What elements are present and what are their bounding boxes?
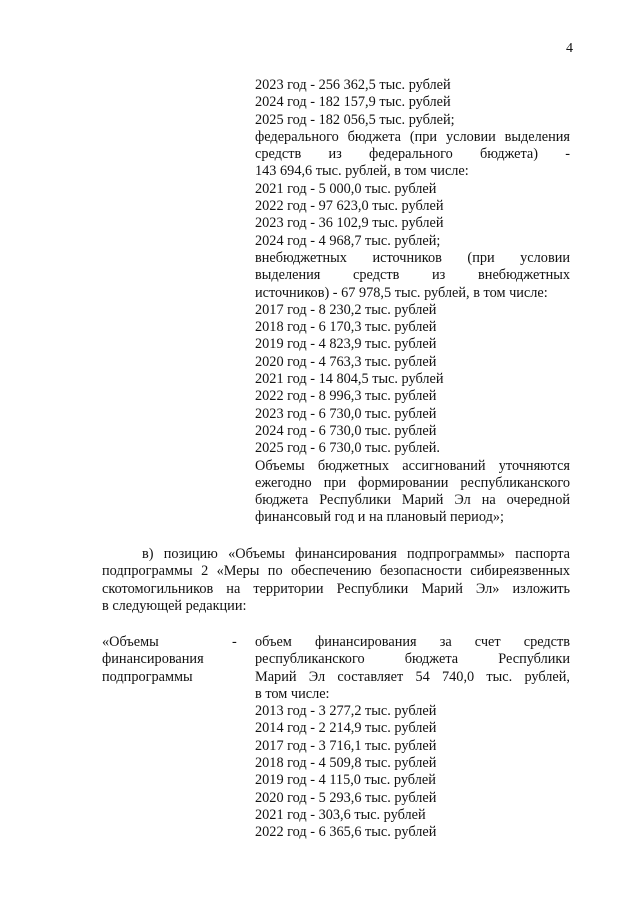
- funding-sources-block: [255, 77, 570, 527]
- funding-line: 2018 год - 6 170,3 тыс. рублей: [255, 319, 437, 336]
- funding-line: 2022 год - 97 623,0 тыс. рублей: [255, 198, 444, 215]
- funding-line: бюджета Республики Марий Эл на очередной: [255, 492, 570, 509]
- funding-line: выделения средств из внебюджетных: [255, 267, 570, 284]
- paragraph-line: подпрограммы 2 «Меры по обеспечению безопасности сибиреязвенных: [102, 563, 570, 580]
- funding-line: федерального бюджета (при условии выделения: [255, 128, 570, 145]
- funding-line: источников) - 67 978,5 тыс. рублей, в том числе:: [255, 284, 548, 301]
- funding-line: средств из федерального бюджета) -: [255, 146, 570, 163]
- funding-line: Объемы бюджетных ассигнований уточняются: [255, 457, 570, 474]
- funding-line: 2025 год - 6 730,0 тыс. рублей.: [255, 440, 440, 457]
- parameter-label-line: финансирования: [102, 651, 204, 668]
- parameter-value-line: 2018 год - 4 509,8 тыс. рублей: [255, 755, 437, 772]
- parameter-value: [255, 634, 570, 842]
- funding-line: 2023 год - 256 362,5 тыс. рублей: [255, 77, 451, 93]
- funding-line: внебюджетных источников (при условии: [255, 249, 570, 266]
- parameter-value-line: Марий Эл составляет 54 740,0 тыс. рублей,: [255, 668, 570, 685]
- funding-line: 2020 год - 4 763,3 тыс. рублей: [255, 353, 437, 370]
- funding-line: 2019 год - 4 823,9 тыс. рублей: [255, 336, 437, 353]
- funding-line: 2023 год - 6 730,0 тыс. рублей: [255, 405, 437, 422]
- funding-line: 2021 год - 14 804,5 тыс. рублей: [255, 371, 444, 388]
- funding-line: 2022 год - 8 996,3 тыс. рублей: [255, 388, 437, 405]
- funding-line: 2021 год - 5 000,0 тыс. рублей: [255, 180, 437, 197]
- funding-line: ежегодно при формировании республиканского: [255, 474, 570, 491]
- funding-line: 2025 год - 182 056,5 тыс. рублей;: [255, 111, 455, 128]
- parameter-label-line: «Объемы: [102, 634, 159, 650]
- funding-line: 2023 год - 36 102,9 тыс. рублей: [255, 215, 444, 232]
- funding-line: 2024 год - 182 157,9 тыс. рублей: [255, 94, 451, 111]
- parameter-label: [102, 634, 228, 686]
- funding-line: 2024 год - 4 968,7 тыс. рублей;: [255, 232, 441, 249]
- paragraph-line: в) позицию «Объемы финансирования подпрограммы» паспорта: [142, 546, 570, 562]
- parameter-value-line: объем финансирования за счет средств: [255, 634, 570, 650]
- funding-line: 2017 год - 8 230,2 тыс. рублей: [255, 301, 437, 318]
- parameter-value-line: в том числе:: [255, 685, 330, 702]
- parameter-dash: -: [232, 634, 237, 650]
- parameter-value-line: 2022 год - 6 365,6 тыс. рублей: [255, 824, 437, 841]
- page-number: 4: [566, 41, 573, 56]
- parameter-label-line: подпрограммы: [102, 668, 193, 685]
- parameter-value-line: 2013 год - 3 277,2 тыс. рублей: [255, 703, 437, 720]
- amendment-paragraph: [102, 546, 570, 615]
- parameter-value-line: 2014 год - 2 214,9 тыс. рублей: [255, 720, 437, 737]
- paragraph-line: скотомогильников на территории Республики Марий Эл» изложить: [102, 580, 570, 597]
- parameter-value-line: республиканского бюджета Республики: [255, 651, 570, 668]
- parameter-value-line: 2021 год - 303,6 тыс. рублей: [255, 806, 426, 823]
- parameter-value-line: 2017 год - 3 716,1 тыс. рублей: [255, 737, 437, 754]
- parameter-value-line: 2019 год - 4 115,0 тыс. рублей: [255, 772, 436, 789]
- funding-line: финансовый год и на плановый период»;: [255, 509, 504, 526]
- parameter-value-line: 2020 год - 5 293,6 тыс. рублей: [255, 789, 437, 806]
- funding-line: 2024 год - 6 730,0 тыс. рублей: [255, 422, 437, 439]
- funding-line: 143 694,6 тыс. рублей, в том числе:: [255, 163, 469, 180]
- paragraph-line: в следующей редакции:: [102, 597, 247, 614]
